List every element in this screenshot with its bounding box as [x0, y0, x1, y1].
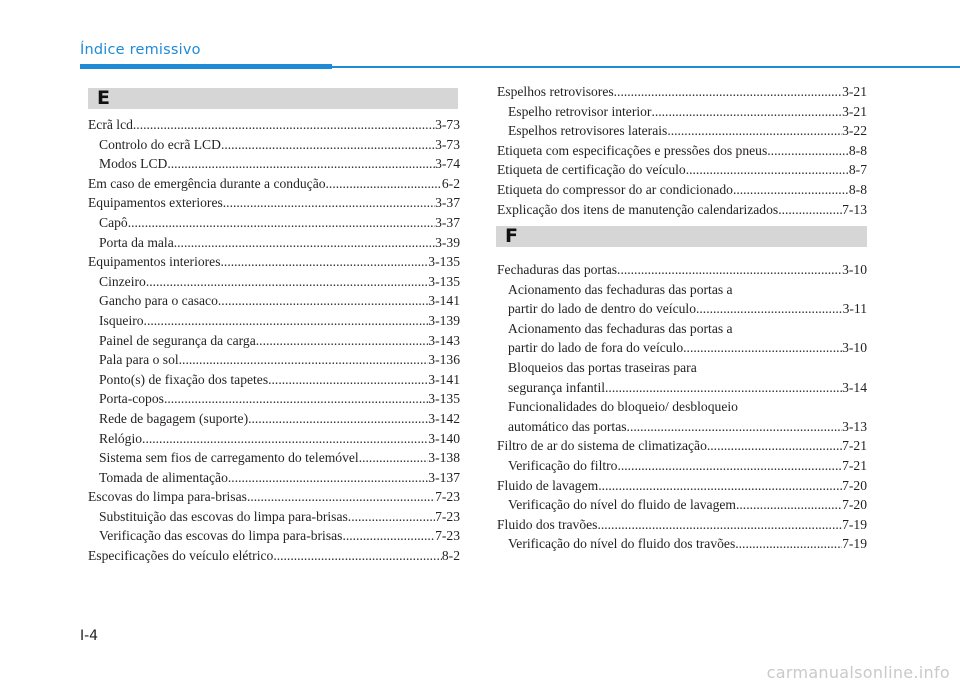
- entry-page-ref: 3-135: [428, 254, 460, 270]
- index-subentry: [497, 456, 867, 476]
- dot-leader: [605, 378, 842, 398]
- index-entry: [497, 476, 867, 496]
- dot-leader: [128, 213, 435, 233]
- dot-leader: [248, 409, 428, 429]
- dot-leader: [342, 526, 435, 546]
- index-subentry: [497, 102, 867, 122]
- letter-header-f: F: [496, 226, 867, 247]
- dot-leader: [273, 546, 442, 566]
- entry-label: Isqueiro: [99, 312, 144, 328]
- entry-page-ref: 8-8: [848, 142, 867, 158]
- dot-leader: [179, 350, 429, 370]
- index-column-right-top: [497, 82, 867, 219]
- watermark: carmanualsonline.info: [766, 663, 950, 682]
- entry-label: Controlo do ecrã LCD: [99, 136, 221, 152]
- entry-label: Cinzeiro: [99, 273, 146, 289]
- entry-page-ref: 3-142: [428, 410, 460, 426]
- dot-leader: [348, 507, 435, 527]
- entry-label: Explicação dos itens de manutenção calendarizados: [497, 201, 779, 217]
- entry-page-ref: 3-73: [435, 136, 460, 152]
- dot-leader: [686, 160, 849, 180]
- dot-leader: [256, 331, 429, 351]
- entry-page-ref: 8-7: [848, 162, 867, 178]
- dot-leader: [221, 135, 435, 155]
- entry-label: automático das portas: [508, 418, 627, 434]
- index-entry: [88, 487, 460, 507]
- entry-page-ref: 7-13: [842, 201, 867, 217]
- entry-page-ref: 3-143: [428, 332, 460, 348]
- index-subentry: [88, 526, 460, 546]
- entry-page-ref: 7-21: [842, 438, 867, 454]
- entry-page-ref: 3-10: [842, 262, 867, 277]
- index-entry: [88, 546, 460, 566]
- entry-page-ref: 7-23: [435, 489, 460, 505]
- index-subentry: [88, 311, 460, 331]
- dot-leader: [696, 299, 843, 319]
- entry-label: Equipamentos exteriores: [88, 195, 223, 211]
- letter-header-e: E: [88, 88, 458, 109]
- entry-label: Fechaduras das portas: [497, 262, 618, 277]
- dot-leader: [144, 311, 429, 331]
- dot-leader: [733, 180, 849, 200]
- index-subentry: [88, 233, 460, 253]
- entry-page-ref: 3-140: [428, 430, 460, 446]
- entry-label: Gancho para o casaco: [99, 293, 218, 309]
- entry-page-ref: 3-135: [428, 273, 460, 289]
- entry-label: Espelhos retrovisores laterais: [508, 123, 668, 139]
- entry-page-ref: 3-22: [842, 123, 867, 139]
- index-subentry: [88, 272, 460, 292]
- entry-label: Em caso de emergência durante a condução: [88, 175, 326, 191]
- entry-page-ref: 7-23: [435, 508, 460, 524]
- entry-page-ref: 3-139: [428, 312, 460, 328]
- entry-label-line1: Funcionalidades do bloqueio/ desbloqueio: [508, 399, 738, 415]
- header-accent-bar: [80, 64, 332, 69]
- index-subentry: [497, 397, 867, 436]
- entry-page-ref: 8-8: [848, 181, 867, 197]
- entry-label: Relógio: [99, 430, 143, 446]
- entry-label: Verificação do nível do fluido dos travões: [508, 536, 736, 552]
- dot-leader: [597, 515, 842, 535]
- entry-label-line1: Acionamento das fechaduras das portas a: [508, 281, 733, 297]
- index-subentry: [88, 135, 460, 155]
- entry-page-ref: 3-21: [842, 84, 867, 99]
- dot-leader: [326, 174, 442, 194]
- entry-page-ref: 3-73: [435, 117, 460, 132]
- entry-label: segurança infantil: [508, 379, 606, 395]
- entry-label: partir do lado de fora do veículo: [508, 340, 684, 356]
- index-entry: [497, 260, 867, 280]
- entry-page-ref: 3-137: [428, 469, 460, 485]
- entry-page-ref: 7-23: [435, 528, 460, 544]
- dot-leader: [598, 476, 842, 496]
- entry-label: Fluido dos travões: [497, 516, 598, 532]
- dot-leader: [268, 370, 428, 390]
- index-subentry: [88, 154, 460, 174]
- dot-leader: [228, 468, 428, 488]
- entry-label: Porta da mala: [99, 234, 174, 250]
- index-subentry: [497, 495, 867, 515]
- entry-page-ref: 3-13: [842, 418, 867, 434]
- entry-page-ref: 3-141: [428, 371, 460, 387]
- entry-label-line1: Bloqueios das portas traseiras para: [508, 359, 697, 375]
- index-subentry: [497, 358, 867, 397]
- entry-label: Pala para o sol: [99, 352, 179, 368]
- entry-page-ref: 7-21: [842, 457, 867, 473]
- section-title: Índice remissivo: [80, 42, 201, 58]
- dot-leader: [218, 291, 428, 311]
- entry-page-ref: 7-19: [842, 516, 867, 532]
- entry-label: Tomada de alimentação: [99, 469, 228, 485]
- dot-leader: [683, 338, 842, 358]
- dot-leader: [627, 417, 843, 437]
- entry-page-ref: 3-138: [428, 450, 460, 466]
- index-subentry: [497, 121, 867, 141]
- entry-label: Especificações do veículo elétrico: [88, 548, 274, 564]
- dot-leader: [146, 272, 428, 292]
- index-subentry: [88, 507, 460, 527]
- entry-label: Etiqueta do compressor do ar condicionado: [497, 181, 733, 197]
- dot-leader: [767, 141, 849, 161]
- entry-label: Etiqueta com especificações e pressões dos pneus: [497, 142, 768, 158]
- entry-label: partir do lado de dentro do veículo: [508, 301, 696, 317]
- dot-leader: [164, 389, 428, 409]
- entry-page-ref: 7-19: [842, 536, 867, 552]
- entry-label: Capô: [99, 214, 128, 230]
- entry-label: Rede de bagagem (suporte): [99, 410, 249, 426]
- entry-label: Espelho retrovisor interior: [508, 103, 652, 119]
- index-subentry: [497, 280, 867, 319]
- dot-leader: [735, 534, 842, 554]
- entry-page-ref: 3-11: [842, 301, 867, 317]
- entry-label: Filtro de ar do sistema de climatização: [497, 438, 707, 454]
- dot-leader: [736, 495, 842, 515]
- dot-leader: [142, 429, 428, 449]
- entry-label: Verificação das escovas do limpa para-brisas: [99, 528, 343, 544]
- dot-leader: [617, 456, 842, 476]
- entry-page-ref: 6-2: [441, 175, 460, 191]
- entry-label: Etiqueta de certificação do veículo: [497, 162, 686, 178]
- entry-page-ref: 3-135: [428, 391, 460, 407]
- index-subentry: [497, 534, 867, 554]
- index-subentry: [88, 370, 460, 390]
- index-entry: [497, 515, 867, 535]
- page-number: I-4: [80, 628, 99, 644]
- index-column-right-bottom: [497, 260, 867, 554]
- entry-label: Equipamentos interiores: [88, 254, 221, 270]
- entry-label: Espelhos retrovisores: [497, 84, 614, 99]
- entry-page-ref: 3-37: [435, 195, 460, 211]
- dot-leader: [174, 233, 435, 253]
- dot-leader: [247, 487, 435, 507]
- index-subentry: [88, 448, 460, 468]
- index-subentry: [88, 389, 460, 409]
- index-entry: [497, 82, 867, 102]
- index-entry: [497, 160, 867, 180]
- index-subentry: [88, 291, 460, 311]
- index-column-left: [88, 115, 460, 566]
- entry-label: Verificação do filtro: [508, 457, 618, 473]
- index-entry: [88, 174, 460, 194]
- entry-page-ref: 7-20: [842, 477, 867, 493]
- entry-page-ref: 3-14: [842, 379, 867, 395]
- index-subentry: [88, 350, 460, 370]
- entry-page-ref: 3-37: [435, 214, 460, 230]
- index-entry: [497, 180, 867, 200]
- dot-leader: [651, 102, 842, 122]
- index-entry: [88, 115, 460, 135]
- index-subentry: [88, 213, 460, 233]
- index-subentry: [88, 429, 460, 449]
- entry-label: Verificação do nível do fluido de lavagem: [508, 497, 736, 513]
- entry-page-ref: 8-2: [441, 548, 460, 564]
- entry-page-ref: 3-136: [428, 352, 460, 368]
- entry-label: Modos LCD: [99, 156, 168, 172]
- index-entry: [88, 193, 460, 213]
- entry-label: Ecrã lcd: [88, 117, 133, 132]
- entry-page-ref: 7-20: [842, 497, 867, 513]
- dot-leader: [221, 252, 429, 272]
- index-subentry: [88, 409, 460, 429]
- dot-leader: [133, 115, 435, 135]
- dot-leader: [359, 448, 429, 468]
- entry-label: Fluido de lavagem: [497, 477, 599, 493]
- dot-leader: [167, 154, 435, 174]
- entry-page-ref: 3-39: [435, 234, 460, 250]
- dot-leader: [617, 260, 842, 280]
- entry-label: Painel de segurança da carga: [99, 332, 256, 348]
- entry-label: Sistema sem fios de carregamento do telemóvel: [99, 450, 359, 466]
- header-rule: [332, 66, 960, 68]
- dot-leader: [707, 436, 842, 456]
- entry-label: Escovas do limpa para-brisas: [88, 489, 247, 505]
- dot-leader: [778, 200, 842, 220]
- index-entry: [497, 436, 867, 456]
- entry-label: Porta-copos: [99, 391, 164, 407]
- dot-leader: [667, 121, 842, 141]
- index-subentry: [497, 319, 867, 358]
- entry-page-ref: 3-21: [842, 103, 867, 119]
- index-subentry: [88, 468, 460, 488]
- entry-label: Ponto(s) de fixação dos tapetes: [99, 371, 269, 387]
- entry-page-ref: 3-141: [428, 293, 460, 309]
- index-entry: [497, 200, 867, 220]
- index-entry: [497, 141, 867, 161]
- entry-label-line1: Acionamento das fechaduras das portas a: [508, 320, 733, 336]
- dot-leader: [614, 82, 842, 102]
- entry-label: Substituição das escovas do limpa para-brisas: [99, 508, 348, 524]
- index-entry: [88, 252, 460, 272]
- index-subentry: [88, 331, 460, 351]
- entry-page-ref: 3-74: [435, 156, 460, 172]
- dot-leader: [223, 193, 435, 213]
- entry-page-ref: 3-10: [842, 340, 867, 356]
